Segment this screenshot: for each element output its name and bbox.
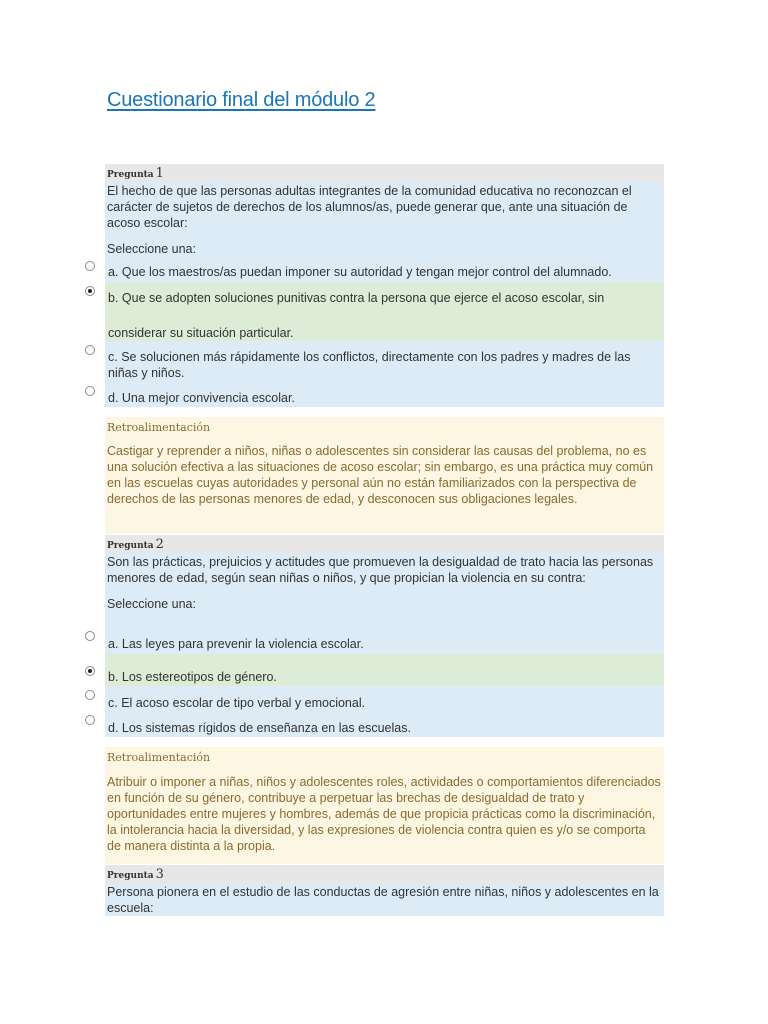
answer-option[interactable] (105, 341, 664, 381)
question-header (105, 865, 664, 884)
question-text: Persona pionera en el estudio de las conductas de agresión entre niñas, niños y adolescentes en la escuela: (107, 885, 659, 915)
radio-button[interactable] (85, 386, 95, 396)
radio-button[interactable] (85, 715, 95, 725)
question-number: 3 (155, 867, 164, 882)
answer-option-selected[interactable] (105, 654, 664, 686)
question-label: Pregunta (107, 541, 154, 551)
answer-option-label: c. Se solucionen más rápidamente los conflictos, directamente con los padres y madres de las niñas y niños. (108, 350, 631, 380)
question-number: 1 (155, 166, 164, 181)
feedback-panel (105, 747, 664, 864)
page-title[interactable]: Cuestionario final del módulo 2 (107, 89, 376, 111)
question-text: El hecho de que las personas adultas integrantes de la comunidad educativa no reconozcan el carácter de sujetos de derechos de los alumnos/as, puede generar que, ante una situación de acoso escolar: (107, 184, 632, 230)
question-header (105, 164, 664, 182)
answer-option-label: b. Que se adopten soluciones punitivas contra la persona que ejerce el acoso escolar, sin (108, 291, 605, 305)
select-one-prompt: Seleccione una: (107, 242, 196, 256)
answer-option[interactable] (105, 712, 664, 737)
feedback-text: Castigar y reprender a niños, niñas o adolescentes sin considerar las causas del problema, no es una solución efectiva a las situaciones de acoso escolar; sin embargo, es una práctica muy común en las escuelas cuyas autoridades y personal aún no están familiarizados con la perspectiva de derechos de las personas menores de edad, y desconocen sus obligaciones legales. (107, 444, 654, 506)
radio-button[interactable] (85, 690, 95, 700)
answer-option-label: b. Los estereotipos de género. (108, 670, 277, 684)
question-number: 2 (155, 537, 164, 552)
answer-option[interactable] (105, 686, 664, 712)
question-label: Pregunta (107, 871, 154, 881)
answer-option-label-continued: considerar su situación particular. (108, 326, 294, 340)
feedback-panel (105, 417, 664, 534)
radio-button-checked[interactable] (85, 286, 95, 296)
question-text-block (105, 182, 664, 262)
answer-option-label: d. Los sistemas rígidos de enseñanza en las escuelas. (108, 721, 411, 735)
answer-option-selected[interactable] (105, 282, 664, 341)
feedback-text: Atribuir o imponer a niñas, niños y adolescentes roles, actividades o comportamientos diferenciados en función de su género, contribuye a perpetuar las brechas de desigualdad de trato y oportunidades entre mujeres y hombres, además de que propicia prácticas como la discriminación, la intolerancia hacia la diversidad, y las expresiones de violencia contra quien es y/o se comporta de manera distinta a la propia. (107, 775, 661, 853)
radio-button[interactable] (85, 345, 95, 355)
question-label: Pregunta (107, 170, 154, 180)
question-text: Son las prácticas, prejuicios y actitudes que promueven la desigualdad de trato hacia las personas menores de edad, según sean niñas o niños, y que propician la violencia en su contra: (107, 555, 654, 585)
radio-button[interactable] (85, 261, 95, 271)
answer-option[interactable] (105, 262, 664, 282)
feedback-title: Retroalimentación (107, 421, 211, 434)
answer-option[interactable] (105, 634, 664, 654)
answer-option-label: a. Las leyes para prevenir la violencia escolar. (108, 637, 364, 651)
select-one-prompt: Seleccione una: (107, 597, 196, 611)
answer-option-label: a. Que los maestros/as puedan imponer su autoridad y tengan mejor control del alumnado. (108, 265, 612, 279)
answer-option[interactable] (105, 381, 664, 407)
radio-button-checked[interactable] (85, 666, 95, 676)
answer-option-label: d. Una mejor convivencia escolar. (108, 391, 295, 405)
question-text-block (105, 554, 664, 634)
feedback-title: Retroalimentación (107, 751, 211, 764)
radio-button[interactable] (85, 631, 95, 641)
answer-option-label: c. El acoso escolar de tipo verbal y emocional. (108, 696, 366, 710)
question-text-block (105, 884, 664, 916)
question-header (105, 535, 664, 554)
